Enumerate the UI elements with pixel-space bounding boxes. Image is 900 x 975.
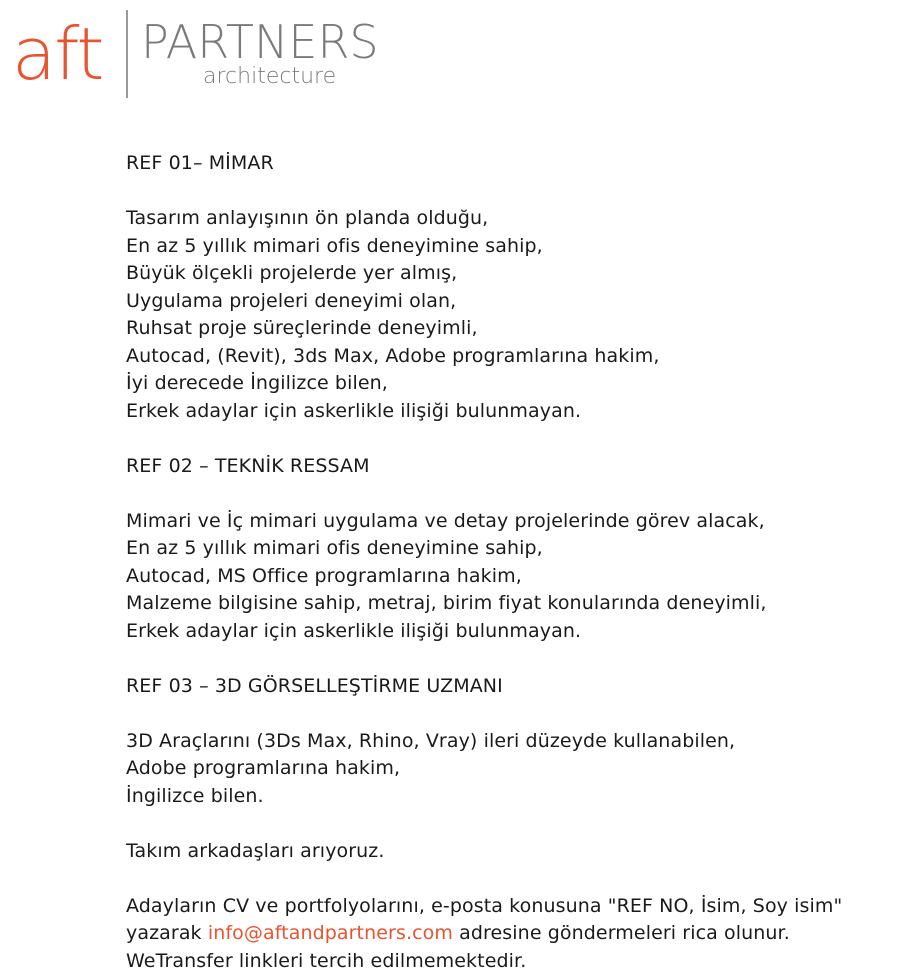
- ref01-requirement: Autocad, (Revit), 3ds Max, Adobe programlarına hakim,: [126, 344, 660, 367]
- ref01-title: REF 01– MİMAR: [126, 152, 274, 174]
- logo-partners-wordmark: PARTNERS: [141, 15, 379, 69]
- application-prefix: yazarak: [126, 922, 208, 944]
- logo-architecture-tagline: architecture: [203, 64, 337, 89]
- logo-divider: [126, 10, 128, 98]
- ref01-requirement: İyi derecede İngilizce bilen,: [126, 372, 388, 394]
- application-instructions: Adayların CV ve portfolyolarını, e-posta konusuna "REF NO, İsim, Soy isim": [126, 894, 843, 917]
- ref02-requirement: En az 5 yıllık mimari ofis deneyimine sahip,: [126, 537, 543, 559]
- ref02-requirement: Autocad, MS Office programlarına hakim,: [126, 564, 522, 587]
- ref03-requirement: İngilizce bilen.: [126, 784, 264, 807]
- ref02-title: REF 02 – TEKNİK RESSAM: [126, 454, 370, 477]
- ref03-title: REF 03 – 3D GÖRSELLEŞTİRME UZMANI: [126, 674, 503, 697]
- ref01-requirement: Ruhsat proje süreçlerinde deneyimli,: [126, 317, 478, 339]
- ref03-requirement: 3D Araçlarını (3Ds Max, Rhino, Vray) ileri düzeyde kullanabilen,: [126, 729, 736, 752]
- company-logo: [12, 8, 402, 100]
- ref01-requirement: En az 5 yıllık mimari ofis deneyimine sahip,: [126, 234, 543, 257]
- ref01-requirement: Uygulama projeleri deneyimi olan,: [126, 289, 457, 312]
- ref01-requirement: Erkek adaylar için askerlikle ilişiği bulunmayan.: [126, 399, 582, 422]
- ref01-requirement: Büyük ölçekli projelerde yer almış,: [126, 262, 458, 284]
- spacer: [126, 425, 896, 453]
- contact-email-link[interactable]: info@aftandpartners.com: [207, 922, 453, 944]
- spacer: [126, 865, 896, 893]
- ref01-requirement: Tasarım anlayışının ön planda olduğu,: [126, 207, 489, 229]
- spacer: [126, 178, 896, 206]
- ref02-requirement: Malzeme bilgisine sahip, metraj, birim fiyat konularında deneyimli,: [126, 592, 767, 614]
- application-email-line: [126, 920, 896, 948]
- spacer: [126, 700, 896, 728]
- spacer: [126, 810, 896, 838]
- application-suffix: adresine göndermeleri rica olunur.: [452, 922, 790, 944]
- job-postings: [126, 150, 896, 975]
- spacer: [126, 645, 896, 673]
- team-line: Takım arkadaşları arıyoruz.: [126, 839, 385, 862]
- spacer: [126, 480, 896, 508]
- ref03-requirement: Adobe programlarına hakim,: [126, 757, 401, 779]
- ref02-requirement: Mimari ve İç mimari uygulama ve detay projelerinde görev alacak,: [126, 509, 765, 532]
- wetransfer-note: WeTransfer linkleri tercih edilmemektedir.: [126, 949, 527, 972]
- ref02-requirement: Erkek adaylar için askerlikle ilişiği bulunmayan.: [126, 619, 582, 642]
- logo-aft-wordmark: aft: [12, 12, 103, 96]
